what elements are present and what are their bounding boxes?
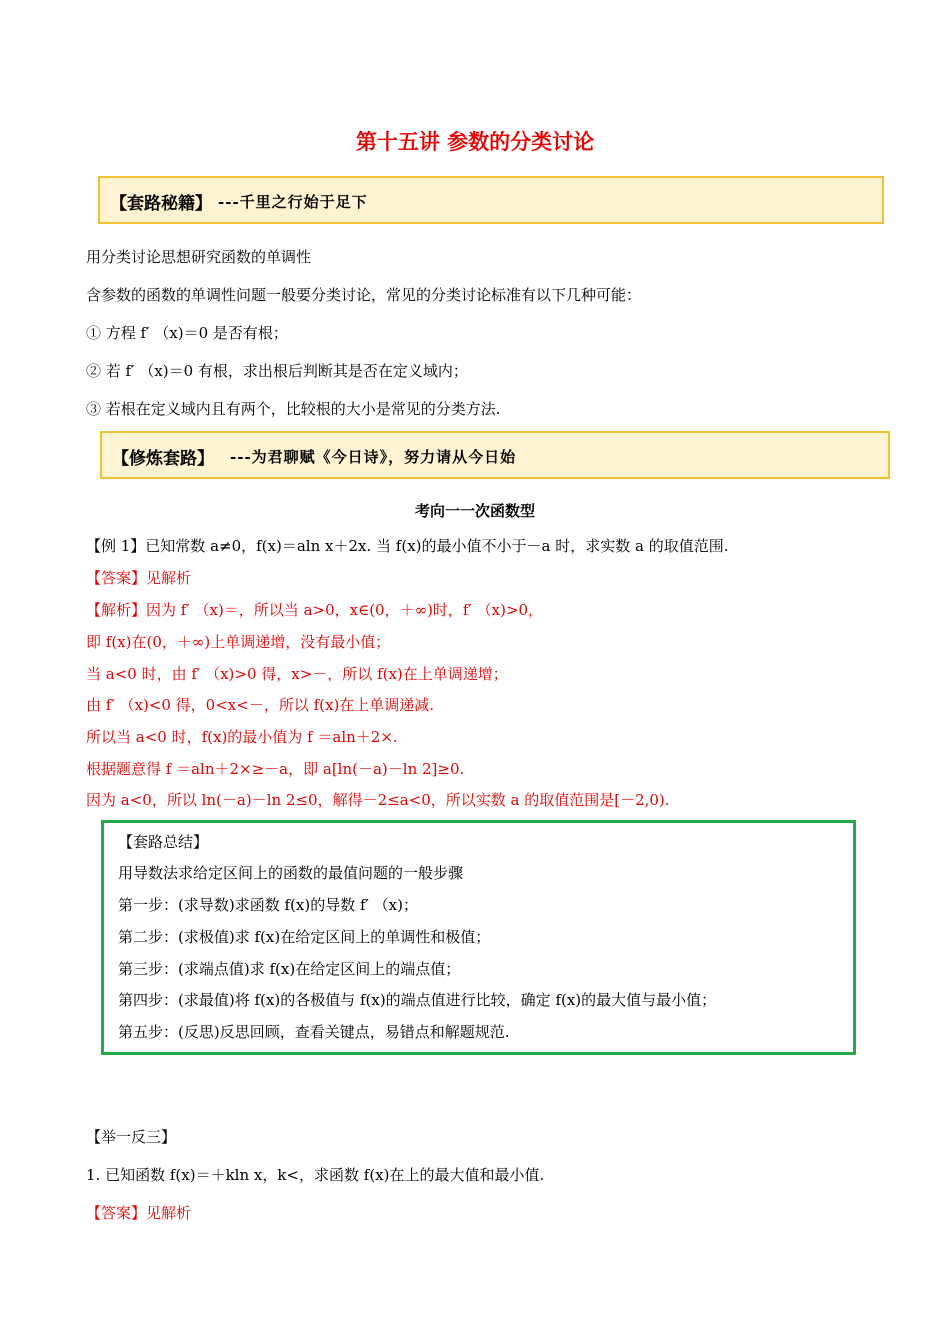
solution-line-2: 即 f(x)在(0，＋∞)上单调递增，没有最小值； — [86, 633, 391, 651]
example-question: 【例 1】已知常数 a≠0，f(x)＝aln x＋2x. 当 f(x)的最小值不小于－a 时，求实数 a 的取值范围. — [86, 537, 729, 555]
tips-banner-subtitle: ---千里之行始于足下 — [218, 193, 368, 211]
summary-title: 【套路总结】 — [118, 833, 209, 851]
summary-step-3: 第三步：(求端点值)求 f(x)在给定区间上的端点值； — [118, 960, 461, 978]
solution-line-3: 当 a<0 时，由 f′ （x)>0 得，x>－，所以 f(x)在上单调递增； — [86, 665, 508, 683]
solution-line-7: 因为 a<0，所以 ln(－a)－ln 2≤0，解得－2≤a<0，所以实数 a 的取值范围是[－2,0). — [86, 791, 670, 809]
solution-line-4: 由 f′ （x)<0 得，0<x<－，所以 f(x)在上单调递减. — [86, 696, 435, 714]
solution-line-6: 根据题意得 f ＝aln＋2×≥－a，即 a[ln(－a)－ln 2]≥0. — [86, 760, 465, 778]
summary-step-2: 第二步：(求极值)求 f(x)在给定区间上的单调性和极值； — [118, 928, 491, 946]
practice-banner — [100, 431, 890, 479]
practice-question: 1. 已知函数 f(x)＝＋kln x，k<，求函数 f(x)在上的最大值和最小值. — [86, 1166, 545, 1184]
intro-line-2: 含参数的函数的单调性问题一般要分类讨论，常见的分类讨论标准有以下几种可能： — [86, 286, 642, 304]
solution-line-5: 所以当 a<0 时，f(x)的最小值为 f ＝aln＋2×. — [86, 728, 398, 746]
summary-step-1: 第一步：(求导数)求函数 f(x)的导数 f′ （x)； — [118, 896, 418, 914]
solution-line-1: 【解析】因为 f′ （x)＝，所以当 a>0，x∈(0，＋∞)时，f′ （x)>0， — [86, 601, 544, 619]
page-title: 第十五讲 参数的分类讨论 — [355, 130, 595, 154]
practice-banner-subtitle: ---为君聊赋《今日诗》，努力请从今日始 — [230, 448, 517, 466]
summary-box — [101, 820, 856, 1055]
tips-banner — [98, 176, 884, 224]
intro-line-5: ③ 若根在定义域内且有两个，比较根的大小是常见的分类方法. — [86, 400, 501, 418]
example-answer: 【答案】见解析 — [86, 569, 192, 587]
practice-answer: 【答案】见解析 — [86, 1204, 192, 1222]
section-heading: 考向一一次函数型 — [414, 502, 535, 520]
practice-banner-label: 【修炼套路】 — [112, 449, 214, 469]
tips-banner-label: 【套路秘籍】 — [110, 194, 212, 214]
summary-step-4: 第四步：(求最值)将 f(x)的各极值与 f(x)的端点值进行比较，确定 f(x)的最大值与最小值； — [118, 991, 717, 1009]
practice-label: 【举一反三】 — [86, 1128, 177, 1146]
intro-line-3: ① 方程 f′ （x)＝0 是否有根； — [86, 324, 288, 342]
summary-line: 用导数法求给定区间上的函数的最值问题的一般步骤 — [118, 864, 464, 882]
intro-line-1: 用分类讨论思想研究函数的单调性 — [86, 248, 312, 266]
summary-step-5: 第五步：(反思)反思回顾，查看关键点，易错点和解题规范. — [118, 1023, 510, 1041]
intro-line-4: ② 若 f′ （x)＝0 有根，求出根后判断其是否在定义域内； — [86, 362, 468, 380]
